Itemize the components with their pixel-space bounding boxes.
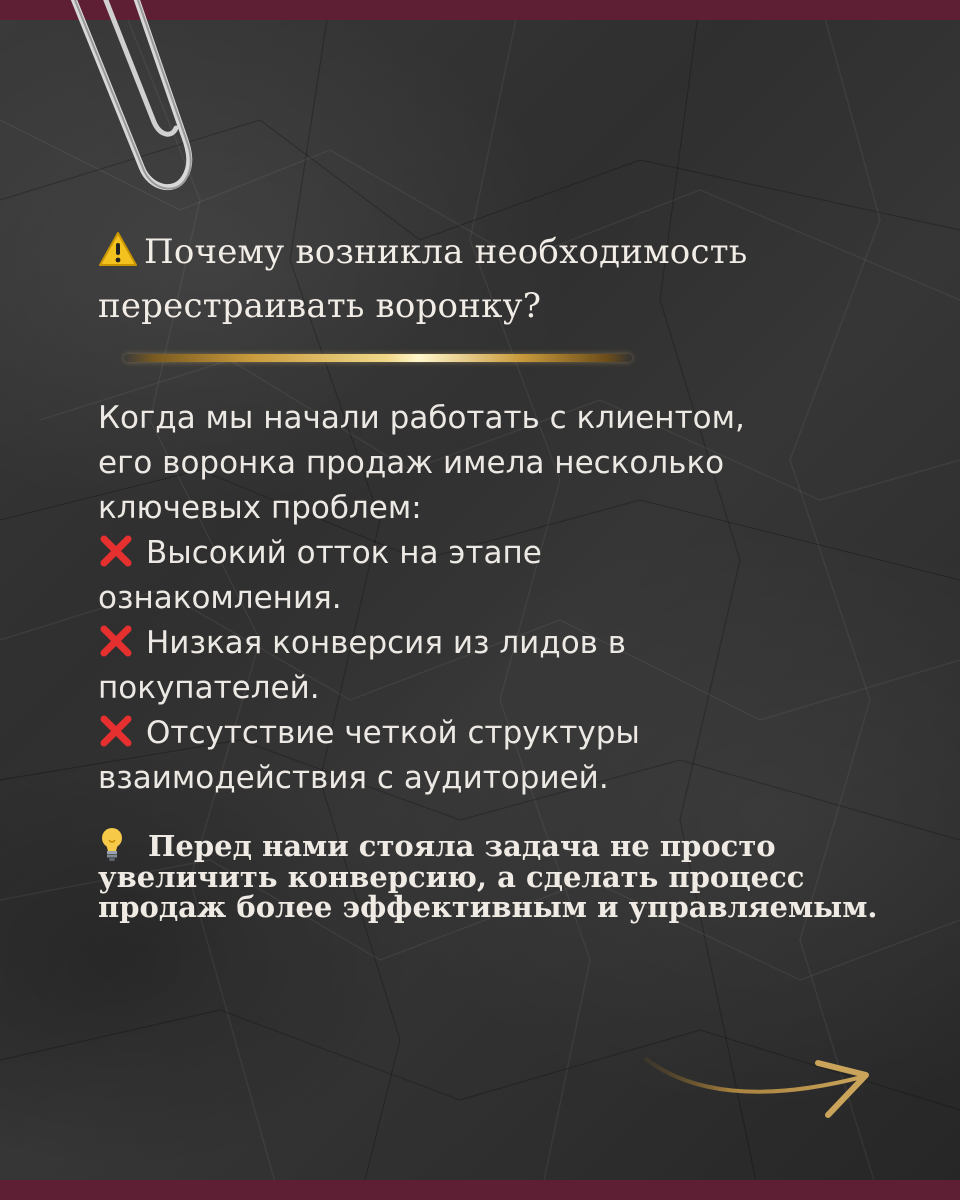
warning-icon <box>98 231 144 267</box>
title-line-1: Почему возникла необходимость <box>144 232 748 272</box>
note-line-2: увеличить конверсию, а сделать процесс <box>98 860 805 894</box>
problem-item-2 <box>98 621 898 711</box>
problem-item-1 <box>98 531 898 621</box>
problem-3-line-2: взаимодействия с аудиторией. <box>98 760 609 796</box>
intro-line-2: его воронка продаж имела несколько <box>98 445 725 481</box>
problem-2-line-2: покупателей. <box>98 670 320 706</box>
title-line-2: перестраивать воронку? <box>98 286 542 326</box>
problem-item-3 <box>98 711 898 801</box>
problem-3-line-1: Отсутствие четкой структуры <box>146 715 640 751</box>
cross-mark-icon <box>98 533 134 569</box>
note-line-1: Перед нами стояла задача не просто <box>148 829 776 863</box>
slide-title <box>98 225 898 333</box>
intro-line-3: ключевых проблем: <box>98 490 422 526</box>
intro-paragraph <box>98 396 898 531</box>
cross-mark-icon <box>98 623 134 659</box>
gold-divider <box>124 354 632 362</box>
highlight-note <box>98 826 918 922</box>
problem-1-line-1: Высокий отток на этапе <box>146 535 542 571</box>
cross-mark-icon <box>98 713 134 749</box>
problem-1-line-2: ознакомления. <box>98 580 342 616</box>
arrow-right-icon[interactable] <box>640 1045 880 1125</box>
lightbulb-icon <box>98 826 126 862</box>
note-line-3: продаж более эффективным и управляемым. <box>98 890 878 924</box>
intro-line-1: Когда мы начали работать с клиентом, <box>98 400 745 436</box>
problem-2-line-1: Низкая конверсия из лидов в <box>146 625 627 661</box>
body-text <box>98 396 898 801</box>
paperclip-icon <box>50 0 200 205</box>
bottom-color-band <box>0 1180 960 1200</box>
